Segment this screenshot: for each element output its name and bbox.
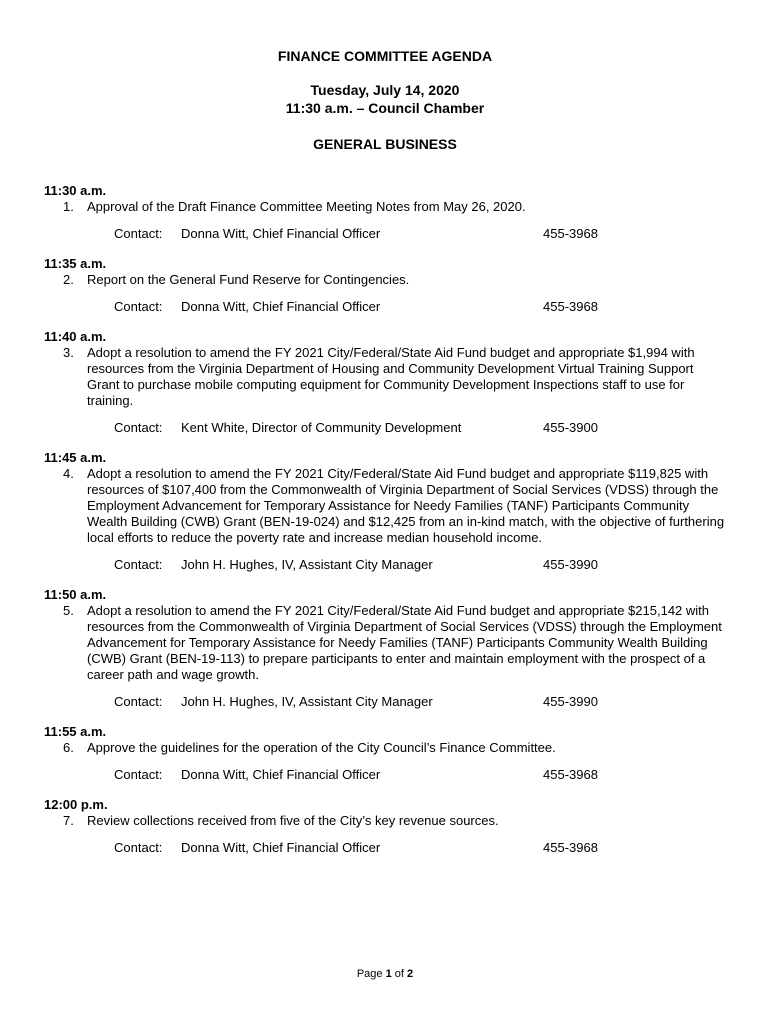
agenda-item <box>0 183 770 242</box>
item-text: Approval of the Draft Finance Committee Meeting Notes from May 26, 2020. <box>87 199 526 214</box>
item-number: 1. <box>63 199 74 214</box>
contact-phone: 455-3990 <box>543 694 598 709</box>
contact-label: Contact: <box>114 226 163 241</box>
agenda-item <box>0 797 770 856</box>
of-word: of <box>394 968 404 980</box>
item-text: Adopt a resolution to amend the FY 2021 City/Federal/State Aid Fund budget and appropriate $119,825 with resources of $107,400 from the Commonwealth of Virginia Department of Social Services (VDSS) through the Employment Advancement for Temporary Assistance for Needy Families (TANF) Participants Community Wealth Building (CWB) Grant (BEN-19-024) and $12,425 from an in-kind match, with the objective of furthering local efforts to reduce the poverty rate and increase median household income. <box>87 466 725 545</box>
page-footer <box>0 967 770 981</box>
contact-label: Contact: <box>114 299 163 314</box>
item-text: Adopt a resolution to amend the FY 2021 City/Federal/State Aid Fund budget and appropriate $1,994 with resources from the Virginia Department of Housing and Community Development Virtual Training Support Grant to purchase mobile computing equipment for Community Development Inspections staff to use for training. <box>87 345 695 408</box>
agenda-item <box>0 587 770 710</box>
item-time: 11:35 a.m. <box>44 256 107 271</box>
contact-phone: 455-3968 <box>543 767 598 782</box>
contact-label: Contact: <box>114 420 163 435</box>
item-text: Report on the General Fund Reserve for Contingencies. <box>87 272 410 287</box>
item-description <box>63 345 727 409</box>
contact-phone: 455-3900 <box>543 420 598 435</box>
contact-name: Donna Witt, Chief Financial Officer <box>181 299 381 314</box>
item-number: 3. <box>63 345 74 360</box>
contact-name: Kent White, Director of Community Development <box>181 420 462 435</box>
contact-phone: 455-3968 <box>543 299 598 314</box>
agenda-item <box>0 450 770 573</box>
agenda-item <box>0 329 770 436</box>
item-text: Adopt a resolution to amend the FY 2021 City/Federal/State Aid Fund budget and appropriate $215,142 with resources from the Commonwealth of Virginia Department of Social Services (VDSS) through the Employment Advancement for Temporary Assistance for Needy Families (TANF) Participants Community Wealth Building (CWB) Grant (BEN-19-113) to prepare participants to enter and maintain employment with the prospect of a career path and wage growth. <box>87 603 722 682</box>
meeting-time-place: 11:30 a.m. – Council Chamber <box>285 100 485 116</box>
item-description <box>63 813 727 829</box>
contact-name: John H. Hughes, IV, Assistant City Manager <box>181 557 433 572</box>
item-time: 11:50 a.m. <box>44 587 107 602</box>
contact-label: Contact: <box>114 767 163 782</box>
contact-name: Donna Witt, Chief Financial Officer <box>181 226 381 241</box>
item-time: 11:40 a.m. <box>44 329 107 344</box>
item-time: 12:00 p.m. <box>44 797 108 812</box>
item-time: 11:30 a.m. <box>44 183 107 198</box>
item-number: 2. <box>63 272 74 287</box>
item-description <box>63 740 727 756</box>
agenda-items <box>0 183 770 870</box>
contact-label: Contact: <box>114 840 163 855</box>
item-contact <box>0 420 770 436</box>
item-contact <box>0 694 770 710</box>
item-contact <box>0 767 770 783</box>
item-number: 6. <box>63 740 74 755</box>
item-description <box>63 272 727 288</box>
meeting-date: Tuesday, July 14, 2020 <box>310 82 460 98</box>
contact-phone: 455-3968 <box>543 226 598 241</box>
item-time: 11:45 a.m. <box>44 450 107 465</box>
item-number: 5. <box>63 603 74 618</box>
page-word: Page <box>356 968 383 980</box>
item-contact <box>0 299 770 315</box>
contact-phone: 455-3990 <box>543 557 598 572</box>
page-current: 1 <box>385 968 392 980</box>
item-time: 11:55 a.m. <box>44 724 107 739</box>
item-contact <box>0 226 770 242</box>
item-contact <box>0 840 770 856</box>
agenda-item <box>0 724 770 783</box>
contact-label: Contact: <box>114 557 163 572</box>
contact-name: Donna Witt, Chief Financial Officer <box>181 840 381 855</box>
agenda-item <box>0 256 770 315</box>
contact-phone: 455-3968 <box>543 840 598 855</box>
item-description <box>63 466 727 546</box>
item-number: 4. <box>63 466 74 481</box>
page-total: 2 <box>407 968 414 980</box>
contact-name: John H. Hughes, IV, Assistant City Manager <box>181 694 433 709</box>
item-number: 7. <box>63 813 74 828</box>
item-contact <box>0 557 770 573</box>
item-description <box>63 603 727 683</box>
item-text: Review collections received from five of the City’s key revenue sources. <box>87 813 499 828</box>
agenda-title: FINANCE COMMITTEE AGENDA <box>277 48 493 64</box>
contact-label: Contact: <box>114 694 163 709</box>
item-text: Approve the guidelines for the operation of the City Council’s Finance Committee. <box>87 740 556 755</box>
contact-name: Donna Witt, Chief Financial Officer <box>181 767 381 782</box>
item-description <box>63 199 727 215</box>
section-heading: GENERAL BUSINESS <box>313 136 457 152</box>
